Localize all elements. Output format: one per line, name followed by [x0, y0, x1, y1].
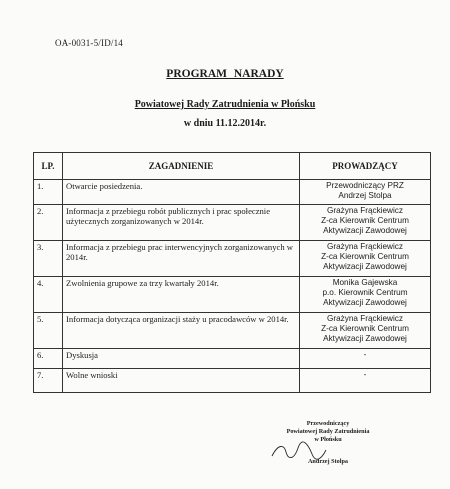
signature-place: w Płońsku: [314, 436, 342, 443]
row-topic: Zwolnienia grupowe za trzy kwartały 2014r.: [63, 277, 300, 313]
agenda-table: [33, 152, 431, 393]
meeting-date: w dniu 11.12.2014r.: [183, 118, 267, 129]
document-title: PROGRAM NARADY: [166, 68, 284, 80]
host-line: Grażyna Frąckiewicz: [327, 314, 403, 323]
handwritten-signature-icon: [268, 440, 328, 462]
row-topic: Otwarcie posiedzenia.: [63, 180, 300, 205]
row-host: [300, 349, 431, 369]
row-number: 2.: [34, 205, 63, 241]
host-line: Aktywizacji Zawodowej: [323, 298, 407, 307]
host-line: Z-ca Kierownik Centrum: [321, 324, 409, 333]
table-row: [34, 369, 431, 393]
row-topic: Informacja dotycząca organizacji staży u pracodawców w 2014r.: [63, 313, 300, 349]
column-header-lp: LP.: [34, 153, 63, 180]
row-host: [300, 205, 431, 241]
row-number: 6.: [34, 349, 63, 369]
host-line: Aktywizacji Zawodowej: [323, 262, 407, 271]
row-topic: Dyskusja: [63, 349, 300, 369]
host-line: Z-ca Kierownik Centrum: [321, 216, 409, 225]
row-number: 3.: [34, 241, 63, 277]
row-topic: Wolne wnioski: [63, 369, 300, 393]
host-line: Grażyna Frąckiewicz: [327, 242, 403, 251]
host-line: Z-ca Kierownik Centrum: [321, 252, 409, 261]
row-host: [300, 241, 431, 277]
row-number: 4.: [34, 277, 63, 313]
row-topic: Informacja z przebiegu robót publicznych i prac społecznie użytecznych zorganizowanych w 2014r.: [63, 205, 300, 241]
signature-role: Przewodniczący: [306, 420, 350, 427]
row-host: [300, 180, 431, 205]
host-line: Andrzej Stolpa: [338, 191, 392, 200]
row-host: [300, 313, 431, 349]
table-row: [34, 205, 431, 241]
column-header-topic: ZAGADNIENIE: [63, 153, 300, 180]
host-line: Aktywizacji Zawodowej: [323, 334, 407, 343]
column-header-host: PROWADZĄCY: [300, 153, 431, 180]
table-row: [34, 241, 431, 277]
row-number: 1.: [34, 180, 63, 205]
row-number: 5.: [34, 313, 63, 349]
row-host: [300, 277, 431, 313]
table-row: [34, 349, 431, 369]
signature-body: Powiatowej Rady Zatrudnienia: [286, 428, 370, 435]
host-line: Monika Gajewska: [332, 278, 398, 287]
host-line: p.o. Kierownik Centrum: [322, 288, 408, 297]
table-row: [34, 313, 431, 349]
document-subtitle: Powiatowej Rady Zatrudnienia w Płońsku: [134, 99, 316, 110]
host-line: Grażyna Frąckiewicz: [327, 206, 403, 215]
table-row: [34, 180, 431, 205]
host-dash: -: [363, 350, 367, 359]
row-topic: Informacja z przebiegu prac interwencyjnych zorganizowanych w 2014r.: [63, 241, 300, 277]
host-line: Aktywizacji Zawodowej: [323, 226, 407, 235]
host-line: Przewodniczący PRZ: [326, 181, 404, 190]
table-header-row: [34, 153, 431, 180]
table-row: [34, 277, 431, 313]
reference-number: OA-0031-5/ID/14: [55, 38, 123, 48]
row-host: [300, 369, 431, 393]
host-dash: -: [363, 370, 367, 379]
row-number: 7.: [34, 369, 63, 393]
signature-name: Andrzej Stolpa: [307, 458, 349, 465]
